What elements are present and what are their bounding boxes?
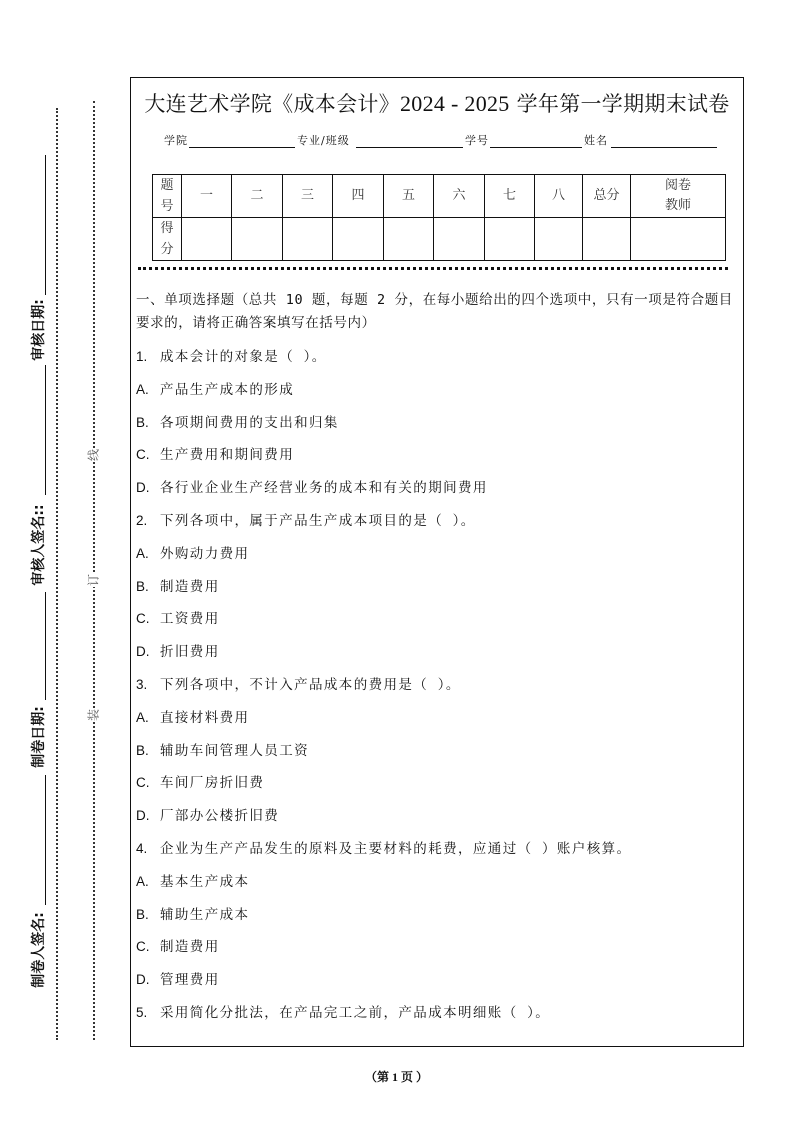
column-header-8: 八 [535,175,583,218]
column-header-7: 七 [485,175,535,218]
question-stem: 下列各项中，不计入产品成本的费用是（ ）。 [160,676,461,693]
option-2a: A. 外购动力费用 [136,545,250,562]
score-cell-1[interactable] [182,218,232,261]
college-label: 学院 [164,134,188,147]
question-5 [136,997,736,1030]
option-1a: A. 产品生产成本的形成 [136,381,295,398]
score-cell-8[interactable] [535,218,583,261]
option-3a: A. 直接材料费用 [136,709,250,726]
title-prefix: 大连艺术学院《成本会计》 [144,92,400,116]
option-1c: C. 生产费用和期间费用 [136,447,295,464]
column-header-6: 六 [434,175,485,218]
score-row [153,218,726,261]
option-3d: D. 厂部办公楼折旧费 [136,808,280,825]
question-number: 1. [136,349,148,364]
option-2b: B. 制造费用 [136,578,220,595]
student-id-field[interactable] [490,147,582,148]
question-number: 2. [136,512,148,528]
binding-dotted-line-inner [56,108,58,1040]
binding-char-staple: 订 [86,573,101,587]
score-cell-4[interactable] [333,218,384,261]
name-field[interactable] [611,147,717,148]
score-cell-grader[interactable] [631,218,726,261]
exam-frame [130,77,744,1047]
binding-char-bind: 装 [86,708,101,722]
signature-line-compiler [45,775,46,905]
question-stem: 下列各项中，属于产品生产成本项目的是（ ）。 [160,512,476,529]
page-number: （第 1 页 ） [364,1070,428,1084]
question-3 [136,669,736,702]
question-number: 3. [136,676,148,692]
row-header-score: 得 分 [153,218,182,261]
score-cell-total[interactable] [583,218,631,261]
column-header-total: 总分 [583,175,631,218]
score-cell-6[interactable] [434,218,485,261]
column-header-3: 三 [283,175,333,218]
section-single-choice [136,289,736,1030]
binding-dotted-line-outer [93,101,95,1040]
question-stem: 企业为生产产品发生的原料及主要材料的耗费，应通过（ ）账户核算。 [160,840,632,857]
reviewer-signature-label: 审核人签名:: [28,504,48,585]
option-1d: D. 各行业企业生产经营业务的成本和有关的期间费用 [136,480,488,497]
question-stem: 采用简化分批法，在产品完工之前，产品成本明细账（ ）。 [160,1004,551,1021]
question-2 [136,505,736,538]
section-heading: 一、单项选择题（总共 10 题，每题 2 分，在每小题给出的四个选项中，只有一项是符合题目要求的，请将正确答案填写在括号内） [136,292,733,331]
question-number: 5. [136,1004,148,1020]
score-cell-2[interactable] [232,218,283,261]
column-header-grader: 阅卷 教师 [631,175,726,218]
name-label: 姓名 [584,134,608,147]
compile-date-label: 制卷日期: [28,706,48,768]
signature-line-reviewer [45,365,46,495]
title-year: 2024 - 2025 [399,91,510,116]
binding-char-line: 线 [86,448,101,462]
major-class-field[interactable] [356,147,463,148]
student-id-label: 学号 [465,134,489,147]
exam-title [131,88,743,118]
score-cell-7[interactable] [485,218,535,261]
question-number: 4. [136,840,148,856]
score-table [152,174,726,261]
option-3c: C. 车间厂房折旧费 [136,775,265,792]
score-cell-5[interactable] [384,218,434,261]
major-class-label: 专业/班级 [297,134,350,147]
column-header-2: 二 [232,175,283,218]
question-4 [136,833,736,866]
row-header-question-number: 题 号 [153,175,182,218]
question-1 [136,341,736,374]
question-number-row [153,175,726,218]
dotted-separator [138,267,728,270]
option-4b: B. 辅助生产成本 [136,906,250,923]
option-2c: C. 工资费用 [136,611,220,628]
option-3b: B. 辅助车间管理人员工资 [136,742,309,759]
signature-line-compile-date [45,592,46,700]
review-date-label: 审核日期: [28,299,48,361]
title-suffix: 学年第一学期期末试卷 [509,92,730,116]
student-info-row [131,132,743,150]
column-header-4: 四 [333,175,384,218]
option-1b: B. 各项期间费用的支出和归集 [136,414,339,431]
option-4c: C. 制造费用 [136,939,220,956]
question-stem: 成本会计的对象是（ ）。 [160,349,327,365]
score-cell-3[interactable] [283,218,333,261]
college-field[interactable] [189,147,295,148]
signature-line-review-date [45,155,46,295]
column-header-1: 一 [182,175,232,218]
option-4a: A. 基本生产成本 [136,873,250,890]
option-2d: D. 折旧费用 [136,644,220,661]
compiler-signature-label: 制卷人签名: [28,912,48,988]
option-4d: D. 管理费用 [136,972,220,989]
column-header-5: 五 [384,175,434,218]
